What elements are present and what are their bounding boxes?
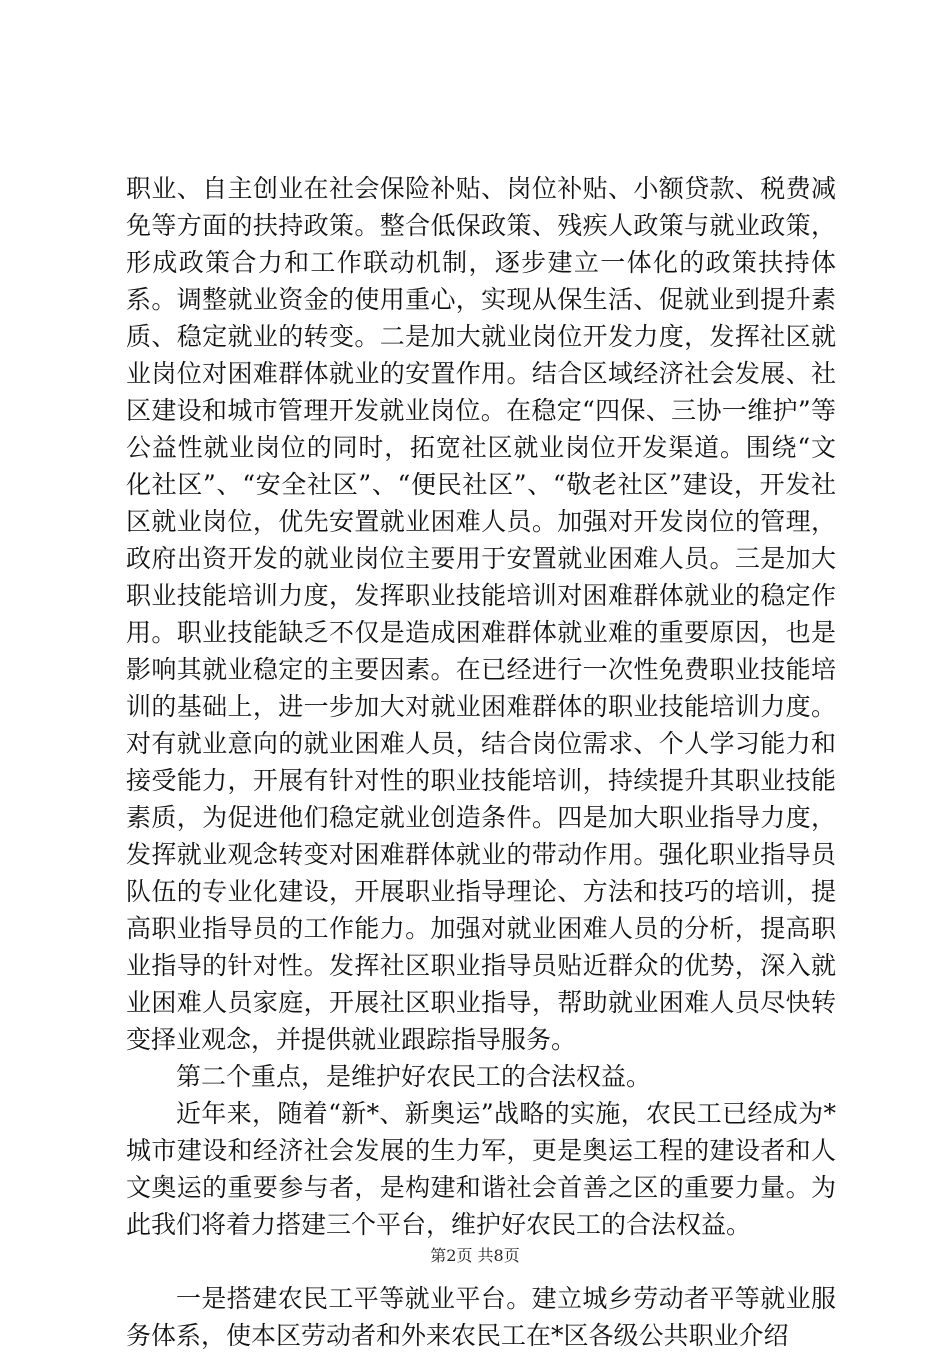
document-body: [126, 170, 836, 1354]
page-footer: 第2页 共8页: [430, 1246, 520, 1265]
paragraph-continuation: 职业、自主创业在社会保险补贴、岗位补贴、小额贷款、税费减免等方面的扶持政策。整合低保政策、残疾人政策与就业政策，形成政策合力和工作联动机制，逐步建立一体化的政策扶持体系。调整就业资金的使用重心，实现从保生活、促就业到提升素质、稳定就业的转变。二是加大就业岗位开发力度，发挥社区就业岗位对困难群体就业的安置作用。结合区域经济社会发展、社区建设和城市管理开发就业岗位。在稳定“四保、三协一维护”等公益性就业岗位的同时，拓宽社区就业岗位开发渠道。围绕“文化社区”、“安全社区”、“便民社区”、“敬老社区”建设，开发社区就业岗位，优先安置就业困难人员。加强对开发岗位的管理，政府出资开发的就业岗位主要用于安置就业困难人员。三是加大职业技能培训力度，发挥职业技能培训对困难群体就业的稳定作用。职业技能缺乏不仅是造成困难群体就业难的重要原因，也是影响其就业稳定的主要因素。在已经进行一次性免费职业技能培训的基础上，进一步加大对就业困难群体的职业技能培训力度。对有就业意向的就业困难人员，结合岗位需求、个人学习能力和接受能力，开展有针对性的职业技能培训，持续提升其职业技能素质，为促进他们稳定就业创造条件。四是加大职业指导力度，发挥就业观念转变对困难群体就业的带动作用。强化职业指导员队伍的专业化建设，开展职业指导理论、方法和技巧的培训，提高职业指导员的工作能力。加强对就业困难人员的分析，提高职业指导的针对性。发挥社区职业指导员贴近群众的优势，深入就业困难人员家庭，开展社区职业指导，帮助就业困难人员尽快转变择业观念，并提供就业跟踪指导服务。: [126, 174, 836, 1054]
paragraph-platform-one: 一是搭建农民工平等就业平台。建立城乡劳动者平等就业服务体系，使本区劳动者和外来农民工在*区各级公共职业介绍: [126, 1284, 836, 1350]
paragraph-second-focus: 第二个重点，是维护好农民工的合法权益。: [176, 1062, 652, 1091]
paragraph-migrant-workers: 近年来，随着“新*、新奥运”战略的实施，农民工已经成为*城市建设和经济社会发展的生力军，更是奥运工程的建设者和人文奥运的重要参与者，是构建和谐社会首善之区的重要力量。为此我们将着力搭建三个平台，维护好农民工的合法权益。: [126, 1099, 836, 1239]
